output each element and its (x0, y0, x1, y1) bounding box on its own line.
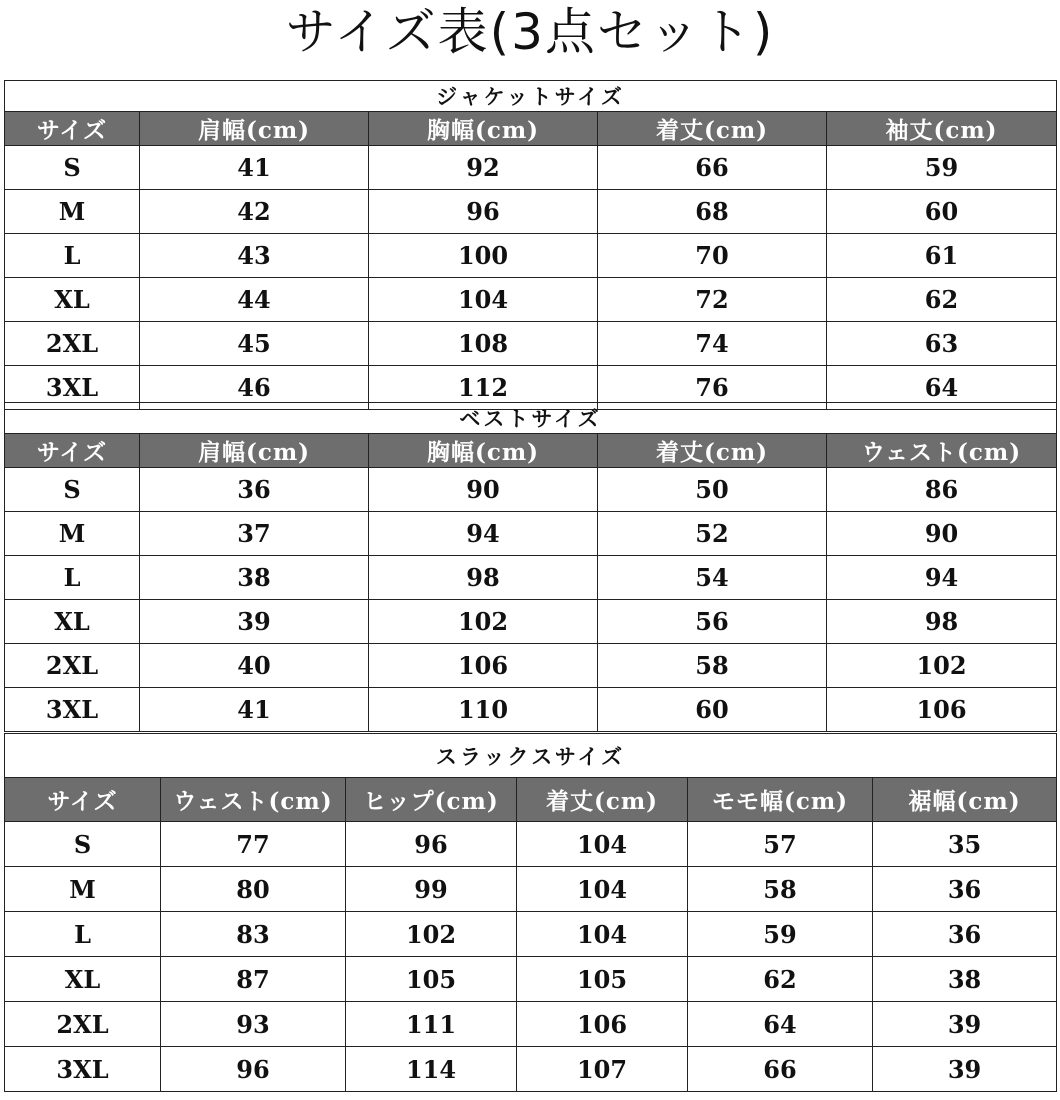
value-cell: 52 (598, 512, 827, 556)
value-cell: 105 (346, 957, 517, 1002)
size-cell: 3XL (5, 366, 140, 410)
value-cell: 96 (369, 190, 598, 234)
value-cell: 114 (346, 1047, 517, 1092)
table-row (5, 146, 1057, 190)
header-cell: 肩幅(cm) (140, 112, 369, 146)
value-cell: 62 (688, 957, 873, 1002)
value-cell: 66 (598, 146, 827, 190)
value-cell: 111 (346, 1002, 517, 1047)
table-row (5, 688, 1057, 732)
value-cell: 102 (369, 600, 598, 644)
jacket-size-table (4, 80, 1057, 410)
table-row (5, 957, 1057, 1002)
table-row (5, 556, 1057, 600)
header-cell: 裾幅(cm) (873, 778, 1057, 822)
value-cell: 40 (140, 644, 369, 688)
value-cell: 105 (517, 957, 688, 1002)
value-cell: 112 (369, 366, 598, 410)
value-cell: 104 (517, 822, 688, 867)
header-cell: 着丈(cm) (517, 778, 688, 822)
value-cell: 68 (598, 190, 827, 234)
slacks-size-table (4, 733, 1057, 1092)
value-cell: 96 (161, 1047, 346, 1092)
value-cell: 37 (140, 512, 369, 556)
table-row (5, 600, 1057, 644)
size-cell: L (5, 234, 140, 278)
value-cell: 45 (140, 322, 369, 366)
value-cell: 60 (598, 688, 827, 732)
size-cell: XL (5, 957, 161, 1002)
value-cell: 63 (827, 322, 1057, 366)
value-cell: 54 (598, 556, 827, 600)
value-cell: 64 (688, 1002, 873, 1047)
header-cell: モモ幅(cm) (688, 778, 873, 822)
value-cell: 104 (369, 278, 598, 322)
size-cell: M (5, 190, 140, 234)
value-cell: 59 (688, 912, 873, 957)
value-cell: 38 (873, 957, 1057, 1002)
header-cell: 肩幅(cm) (140, 434, 369, 468)
value-cell: 83 (161, 912, 346, 957)
vest-table-title: ベストサイズ (5, 403, 1057, 434)
value-cell: 98 (827, 600, 1057, 644)
value-cell: 94 (827, 556, 1057, 600)
value-cell: 72 (598, 278, 827, 322)
page-title: サイズ表(3点セット) (285, 3, 775, 61)
header-cell: サイズ (5, 112, 140, 146)
value-cell: 104 (517, 867, 688, 912)
table-row (5, 278, 1057, 322)
table-row (5, 190, 1057, 234)
value-cell: 98 (369, 556, 598, 600)
size-cell: 3XL (5, 1047, 161, 1092)
header-cell: サイズ (5, 434, 140, 468)
value-cell: 110 (369, 688, 598, 732)
table-row (5, 1002, 1057, 1047)
value-cell: 108 (369, 322, 598, 366)
value-cell: 90 (827, 512, 1057, 556)
value-cell: 36 (873, 867, 1057, 912)
value-cell: 102 (827, 644, 1057, 688)
value-cell: 43 (140, 234, 369, 278)
table-row (5, 867, 1057, 912)
value-cell: 50 (598, 468, 827, 512)
value-cell: 61 (827, 234, 1057, 278)
value-cell: 80 (161, 867, 346, 912)
value-cell: 102 (346, 912, 517, 957)
value-cell: 106 (827, 688, 1057, 732)
table-row (5, 644, 1057, 688)
value-cell: 60 (827, 190, 1057, 234)
table-row (5, 912, 1057, 957)
value-cell: 41 (140, 688, 369, 732)
size-cell: L (5, 556, 140, 600)
value-cell: 35 (873, 822, 1057, 867)
value-cell: 104 (517, 912, 688, 957)
size-cell: XL (5, 278, 140, 322)
size-cell: S (5, 822, 161, 867)
value-cell: 106 (517, 1002, 688, 1047)
header-cell: サイズ (5, 778, 161, 822)
size-cell: L (5, 912, 161, 957)
header-cell: 袖丈(cm) (827, 112, 1057, 146)
table-row (5, 1047, 1057, 1092)
jacket-table-title: ジャケットサイズ (5, 81, 1057, 112)
header-cell: 胸幅(cm) (369, 112, 598, 146)
value-cell: 39 (140, 600, 369, 644)
value-cell: 90 (369, 468, 598, 512)
value-cell: 77 (161, 822, 346, 867)
slacks-table-title: スラックスサイズ (5, 734, 1057, 778)
value-cell: 66 (688, 1047, 873, 1092)
value-cell: 64 (827, 366, 1057, 410)
table-row (5, 234, 1057, 278)
value-cell: 93 (161, 1002, 346, 1047)
header-cell: ウェスト(cm) (161, 778, 346, 822)
value-cell: 44 (140, 278, 369, 322)
value-cell: 41 (140, 146, 369, 190)
size-cell: S (5, 468, 140, 512)
size-cell: XL (5, 600, 140, 644)
value-cell: 92 (369, 146, 598, 190)
value-cell: 100 (369, 234, 598, 278)
size-cell: 2XL (5, 322, 140, 366)
table-row (5, 322, 1057, 366)
header-cell: 着丈(cm) (598, 112, 827, 146)
value-cell: 38 (140, 556, 369, 600)
value-cell: 58 (688, 867, 873, 912)
size-cell: 2XL (5, 644, 140, 688)
table-row (5, 468, 1057, 512)
value-cell: 57 (688, 822, 873, 867)
value-cell: 36 (140, 468, 369, 512)
table-row (5, 822, 1057, 867)
value-cell: 39 (873, 1047, 1057, 1092)
value-cell: 62 (827, 278, 1057, 322)
value-cell: 59 (827, 146, 1057, 190)
value-cell: 36 (873, 912, 1057, 957)
size-cell: M (5, 867, 161, 912)
size-cell: 3XL (5, 688, 140, 732)
table-row (5, 512, 1057, 556)
value-cell: 56 (598, 600, 827, 644)
header-cell: 胸幅(cm) (369, 434, 598, 468)
header-cell: ヒップ(cm) (346, 778, 517, 822)
value-cell: 74 (598, 322, 827, 366)
header-cell: 着丈(cm) (598, 434, 827, 468)
size-cell: S (5, 146, 140, 190)
value-cell: 58 (598, 644, 827, 688)
size-cell: M (5, 512, 140, 556)
value-cell: 106 (369, 644, 598, 688)
value-cell: 87 (161, 957, 346, 1002)
value-cell: 39 (873, 1002, 1057, 1047)
value-cell: 96 (346, 822, 517, 867)
value-cell: 76 (598, 366, 827, 410)
size-cell: 2XL (5, 1002, 161, 1047)
value-cell: 94 (369, 512, 598, 556)
vest-size-table (4, 402, 1057, 732)
value-cell: 70 (598, 234, 827, 278)
header-cell: ウェスト(cm) (827, 434, 1057, 468)
value-cell: 86 (827, 468, 1057, 512)
value-cell: 42 (140, 190, 369, 234)
value-cell: 99 (346, 867, 517, 912)
value-cell: 107 (517, 1047, 688, 1092)
value-cell: 46 (140, 366, 369, 410)
